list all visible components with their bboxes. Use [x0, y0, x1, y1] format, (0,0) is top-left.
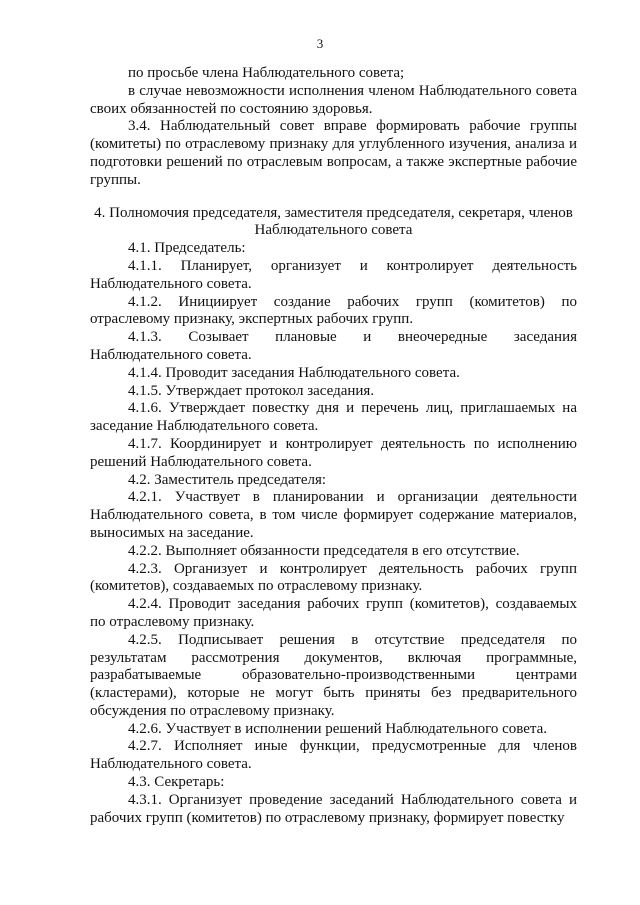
paragraph: 4.2.1. Участвует в планировании и организации деятельности Наблюдательного совета, в том числе формирует содержание материалов, выносимых на заседание. — [90, 489, 577, 541]
paragraph: 4.2.3. Организует и контролирует деятельность рабочих групп (комитетов), создаваемых по отраслевому признаку. — [90, 560, 577, 595]
paragraph: 4.1.5. Утверждает протокол заседания. — [128, 382, 375, 399]
paragraph: 4.3. Секретарь: — [128, 774, 225, 791]
paragraph: 4.2.7. Исполняет иные функции, предусмотренные для членов Наблюдательного совета. — [90, 738, 577, 773]
paragraph: 4.1.2. Инициирует создание рабочих групп (комитетов) по отраслевому признаку, экспертных рабочих групп. — [90, 293, 577, 328]
paragraph: 4.2.6. Участвует в исполнении решений Наблюдательного совета. — [128, 720, 548, 737]
paragraph: 3.4. Наблюдательный совет вправе формировать рабочие группы (комитеты) по отраслевому признаку для углубленного изучения, анализа и подготовки решений по отраслевым вопросам, а также экспертные рабочие группы. — [90, 118, 577, 188]
paragraph: 4.2.2. Выполняет обязанности председателя в его отсутствие. — [128, 542, 520, 559]
paragraph: 4.1.6. Утверждает повестку дня и перечень лиц, приглашаемых на заседание Наблюдательного совета. — [90, 400, 577, 435]
paragraph: 4.1.1. Планирует, организует и контролирует деятельность Наблюдательного совета. — [90, 257, 577, 292]
paragraph: 4.1.4. Проводит заседания Наблюдательного совета. — [128, 364, 460, 381]
paragraph: 4.2.4. Проводит заседания рабочих групп (комитетов), создаваемых по отраслевому признаку. — [90, 596, 577, 630]
paragraph: 4.3.1. Организует проведение заседаний Наблюдательного совета и рабочих групп (комитетов) по отраслевому признаку, формирует повестку — [90, 791, 577, 826]
paragraph: 4.1.3. Созывает плановые и внеочередные заседания Наблюдательного совета. — [90, 329, 577, 363]
page-number: 3 — [316, 36, 324, 51]
paragraph: 4.2.5. Подписывает решения в отсутствие председателя по результатам рассмотрения документов, включая программные, разрабатываемые образовательно-производственными центрами (кластерами), которые не могут быть приняты без предварительного обсуждения по отраслевому признаку. — [90, 631, 577, 719]
paragraph: 4.1.7. Координирует и контролирует деятельность по исполнению решений Наблюдательного совета. — [90, 435, 577, 470]
section-heading: 4. Полномочия председателя, заместителя председателя, секретаря, членов Наблюдательного совета — [94, 204, 573, 239]
document-body — [90, 65, 577, 827]
paragraph: в случае невозможности исполнения членом Наблюдательного совета своих обязанностей по состоянию здоровья. — [90, 82, 577, 117]
paragraph: 4.2. Заместитель председателя: — [128, 471, 327, 488]
paragraph: 4.1. Председатель: — [128, 240, 246, 257]
paragraph: по просьбе члена Наблюдательного совета; — [128, 65, 405, 81]
